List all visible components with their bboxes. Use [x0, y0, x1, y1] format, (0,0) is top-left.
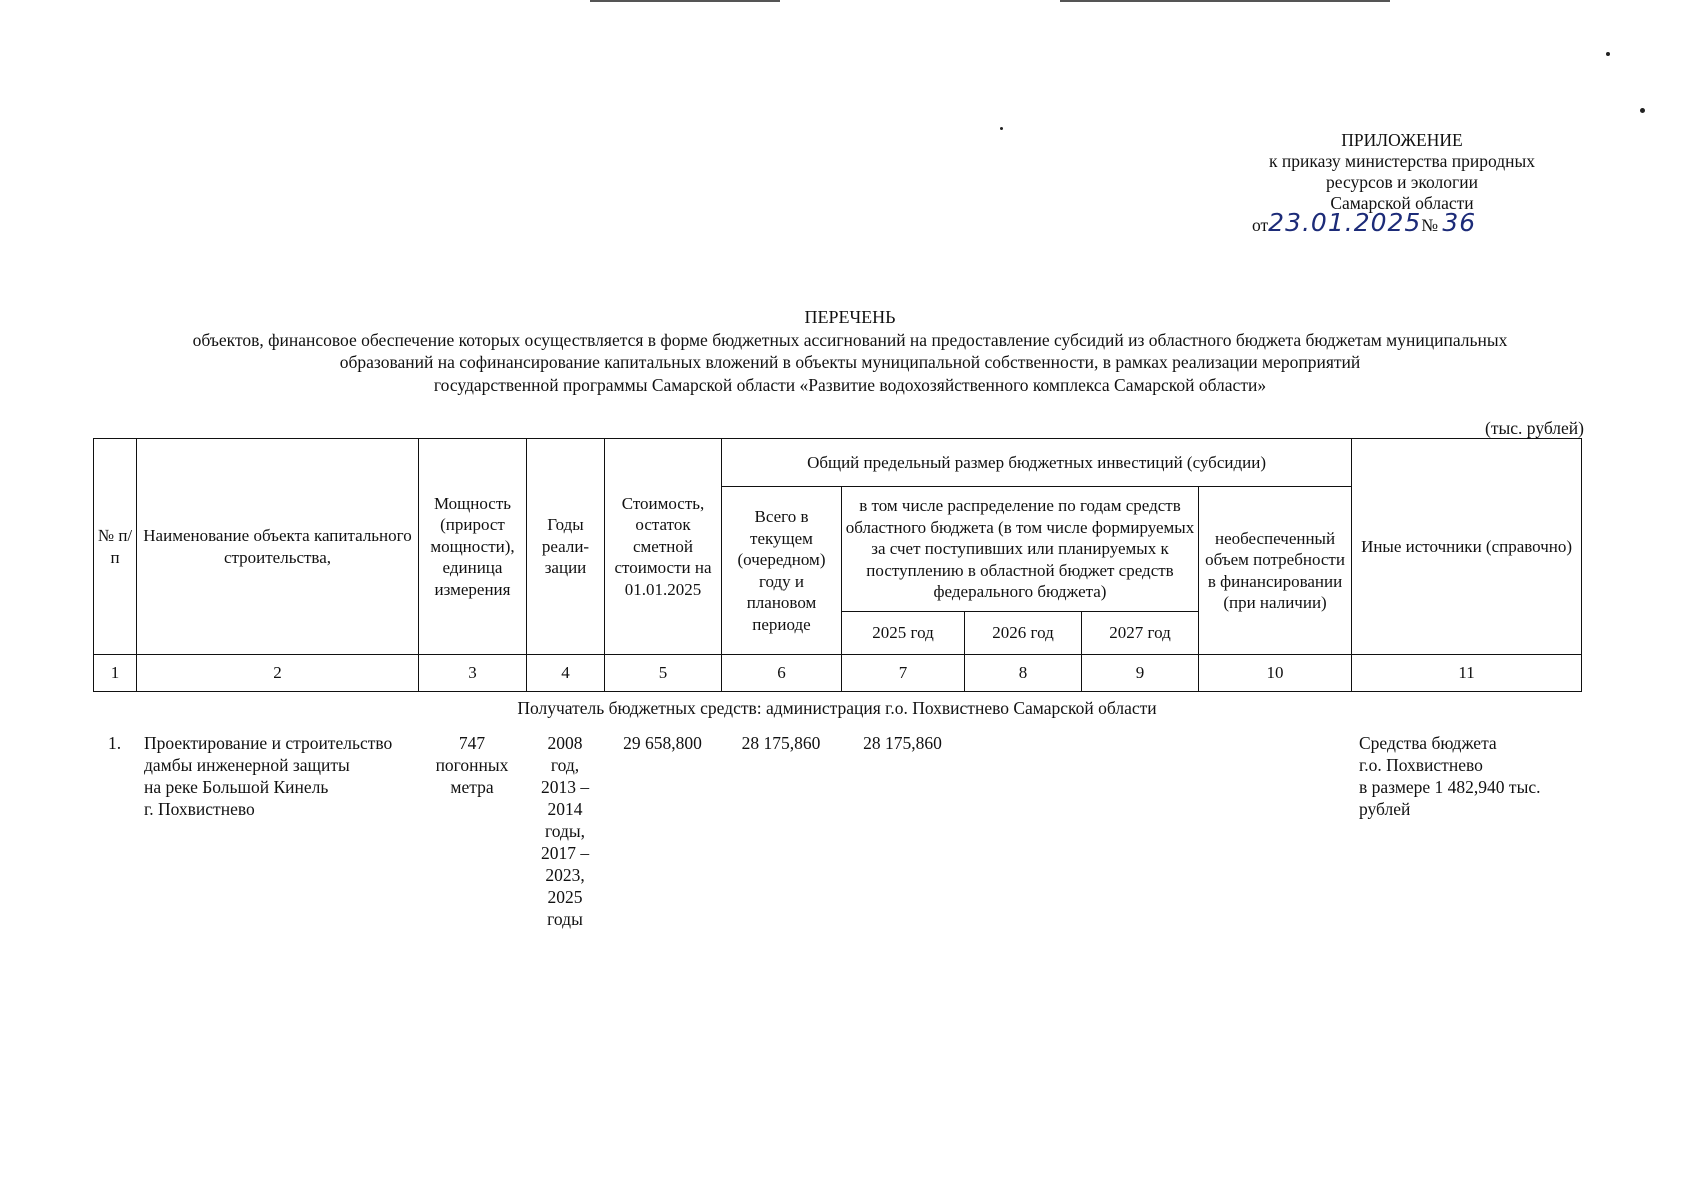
column-number: 8 — [965, 655, 1082, 692]
row-years-line: 2008 — [547, 733, 583, 753]
document-subtitle-line: объектов, финансовое обеспечение которых осуществляется в форме бюджетных ассигнований на предоставление субсидий из областного бюджета бюджетам муниципальных — [192, 329, 1508, 350]
row-other-sources-line: Средства бюджета — [1359, 733, 1497, 753]
row-years — [526, 732, 604, 930]
column-number: 7 — [842, 655, 965, 692]
row-capacity-line: погонных — [435, 755, 509, 775]
document-title-block — [90, 306, 1610, 396]
column-number: 10 — [1199, 655, 1352, 692]
row-other-sources-line: г.о. Похвистнево — [1359, 755, 1483, 775]
row-years-line: годы, — [544, 821, 586, 841]
column-number: 6 — [722, 655, 842, 692]
scan-speck — [1640, 108, 1645, 113]
column-number: 5 — [605, 655, 722, 692]
header-col-capacity: Мощность (прирост мощности), единица измерения — [419, 439, 527, 655]
row-years-line: 2017 – — [540, 843, 590, 863]
document-subtitle-line: образований на софинансирование капитальных вложений в объекты муниципальной собственности, в рамках реализации мероприятий — [339, 352, 1361, 372]
order-date-handwritten: 23.01.2025 — [1268, 208, 1422, 237]
order-number-label: № — [1421, 215, 1439, 235]
column-number: 1 — [94, 655, 137, 692]
header-col-2026: 2026 год — [965, 612, 1082, 655]
header-col-2027: 2027 год — [1082, 612, 1199, 655]
scan-edge-line — [590, 0, 780, 2]
row-capacity — [418, 732, 526, 930]
investment-table-body — [93, 732, 1581, 930]
approval-line: к приказу министерства природных — [1269, 151, 1535, 171]
header-group-by-years: в том числе распределение по годам средств областного бюджета (в том числе формируемых за счет поступивших или планируемых к поступлению в областной бюджет средств федерального бюджета) — [842, 487, 1199, 612]
header-col-cost: Стоимость, остаток сметной стоимости на 01.01.2025 — [605, 439, 722, 655]
scan-edge-line — [1060, 0, 1390, 2]
budget-recipient: Получатель бюджетных средств: администрация г.о. Похвистнево Самарской области — [517, 698, 1157, 718]
header-group-investments: Общий предельный размер бюджетных инвестиций (субсидии) — [722, 439, 1352, 487]
row-2027 — [1081, 732, 1198, 930]
row-cost: 29 658,800 — [623, 733, 702, 753]
row-object-name-line: на реке Большой Кинель — [144, 777, 329, 797]
approval-block — [1232, 130, 1572, 236]
row-years-line: 2014 — [547, 799, 583, 819]
row-object-name — [136, 732, 418, 930]
unit-label: (тыс. рублей) — [1485, 418, 1584, 438]
investment-table-header — [93, 438, 1582, 692]
header-col-total: Всего в текущем (очередном) году и плановом периоде — [722, 487, 842, 655]
row-2025: 28 175,860 — [863, 733, 942, 753]
row-years-line: 2013 – — [540, 777, 590, 797]
approval-line: Самарской области — [1330, 193, 1474, 213]
row-object-name-line: Проектирование и строительство — [144, 733, 393, 753]
column-number: 9 — [1082, 655, 1199, 692]
header-col-number: № п/п — [94, 439, 137, 655]
document-subtitle-line: государственной программы Самарской области «Развитие водохозяйственного комплекса Самарской области» — [433, 374, 1267, 395]
row-other-sources — [1351, 732, 1581, 930]
table-row — [93, 732, 1581, 930]
order-number-handwritten: 36 — [1442, 208, 1477, 237]
row-2026 — [964, 732, 1081, 930]
column-number: 3 — [419, 655, 527, 692]
column-numbers-row — [94, 655, 1582, 692]
row-capacity-line: метра — [450, 777, 494, 797]
row-object-name-line: г. Похвистнево — [144, 799, 255, 819]
row-other-sources-line: рублей — [1359, 799, 1411, 819]
header-col-2025: 2025 год — [842, 612, 965, 655]
header-col-years: Годы реали-зации — [527, 439, 605, 655]
approval-line: ресурсов и экологии — [1326, 172, 1478, 192]
column-number: 4 — [527, 655, 605, 692]
row-capacity-line: 747 — [458, 733, 486, 753]
column-number: 2 — [137, 655, 419, 692]
row-other-sources-line: в размере 1 482,940 тыс. — [1359, 777, 1541, 797]
header-col-unfunded: необеспеченный объем потребности в финансировании (при наличии) — [1199, 487, 1352, 655]
order-prefix: от — [1252, 215, 1269, 235]
row-number: 1. — [107, 733, 122, 753]
document-title: ПЕРЕЧЕНЬ — [804, 307, 896, 327]
row-years-line: годы — [547, 909, 583, 929]
row-years-line: год, — [550, 755, 580, 775]
row-years-line: 2023, — [545, 865, 585, 885]
scan-speck — [1606, 52, 1610, 56]
header-col-other-sources: Иные источники (справочно) — [1352, 439, 1582, 655]
row-unfunded — [1198, 732, 1351, 930]
row-object-name-line: дамбы инженерной защиты — [144, 755, 350, 775]
order-reference — [1232, 208, 1572, 237]
row-total: 28 175,860 — [741, 733, 821, 753]
header-col-object-name: Наименование объекта капитального строительства, — [137, 439, 419, 655]
scan-speck — [1000, 127, 1003, 130]
column-number: 11 — [1352, 655, 1582, 692]
row-years-line: 2025 — [547, 887, 583, 907]
approval-heading: ПРИЛОЖЕНИЕ — [1341, 130, 1463, 150]
